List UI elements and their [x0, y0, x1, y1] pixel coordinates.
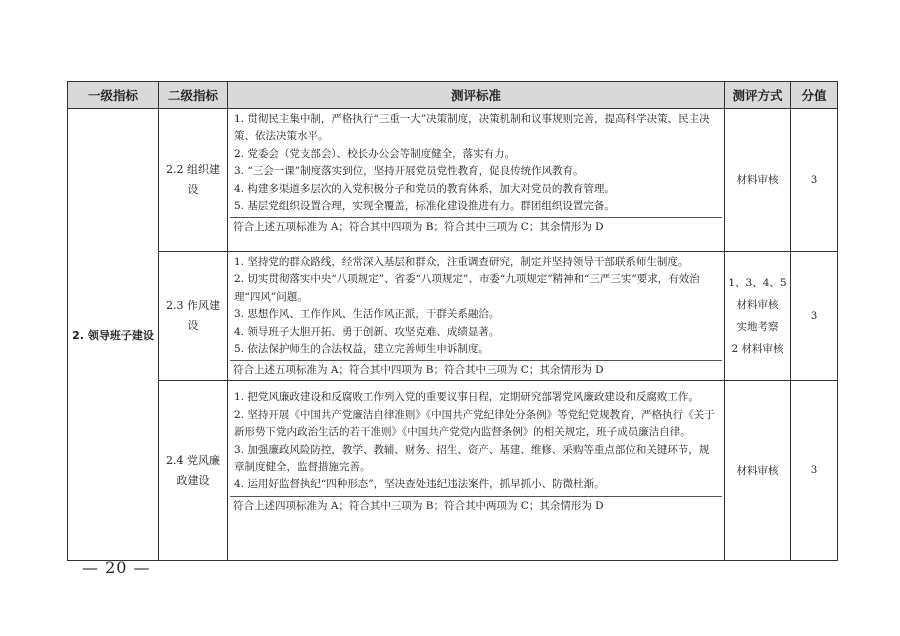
header-standard: 测评标准: [228, 82, 725, 109]
criterion-item: 3. “三会一课”制度落实到位，坚持开展党员党性教育，促良传统作风教育。: [234, 165, 584, 178]
method-line: 1、3、4、5: [728, 277, 787, 290]
standard-cell: [228, 252, 725, 381]
grading-summary: 符合上述四项标准为 A；符合其中三项为 B；符合其中两项为 C；其余情形为 D: [230, 496, 722, 516]
header-method: 测评方式: [725, 82, 791, 109]
criterion-item: 1. 把党风廉政建设和反腐败工作列入党的重要议事日程，定期研究部署党风廉政建设和反腐败工作。: [234, 391, 699, 404]
criterion-item: 2. 切实贯彻落实中央“八项规定”、省委“八项规定”、市委“九项规定”精神和“三严三实”要求，有效治理“四风”问题。: [234, 273, 700, 303]
evaluation-table: [67, 81, 838, 561]
method-line: 材料审核: [736, 464, 779, 477]
criterion-item: 4. 运用好监督执纪“四种形态”，坚决查处违纪违法案件，抓早抓小、防微杜渐。: [234, 478, 605, 491]
score-cell: 3: [791, 252, 838, 381]
grading-summary: 符合上述五项标准为 A；符合其中四项为 B；符合其中三项为 C；其余情形为 D: [230, 360, 722, 380]
method-line: 实地考察: [736, 321, 779, 334]
table-row: [68, 252, 838, 381]
method-cell: [725, 109, 791, 252]
criterion-item: 2. 坚持开展《中国共产党廉洁自律准则》《中国共产党纪律处分条例》等党纪党规教育，严格执行《关于新形势下党内政治生活的若干准则》《中国共产党党内监督条例》的相关规定，班子成员廉洁自律。: [234, 408, 715, 439]
method-cell: [725, 381, 791, 561]
criterion-item: 3. 思想作风、工作作风、生活作风正派，干群关系融洽。: [234, 308, 500, 321]
criterion-item: 1. 坚持党的群众路线，经常深入基层和群众，注重调查研究，制定并坚持领导干部联系师生制度。: [234, 256, 689, 268]
level2-indicator: 2.2 组织建设: [159, 109, 228, 252]
method-cell: [725, 252, 791, 381]
criterion-item: 5. 依法保护师生的合法权益，建立完善师生申诉制度。: [234, 343, 489, 356]
score-cell: 3: [791, 109, 838, 252]
level1-indicator: 2. 领导班子建设: [68, 109, 159, 561]
header-score: 分值: [791, 82, 838, 109]
method-line: 材料审核: [736, 174, 779, 186]
standard-cell: [228, 109, 725, 252]
table-row: [68, 381, 838, 561]
criterion-item: 4. 领导班子大胆开拓、勇于创新、攻坚克难、成绩显著。: [234, 325, 500, 338]
criterion-item: 3. 加强廉政风险防控，教学、教辅、财务、招生、资产、基建、维修、采购等重点部位和关键环节，规章制度健全，监督措施完善。: [234, 443, 710, 474]
grading-summary: 符合上述五项标准为 A；符合其中四项为 B；符合其中三项为 C；其余情形为 D: [230, 217, 722, 237]
method-line: 材料审核: [736, 299, 779, 312]
header-level1: 一级指标: [68, 82, 159, 109]
criterion-item: 5. 基层党组织设置合理，实现全覆盖，标准化建设推进有力。群团组织设置完备。: [234, 200, 615, 213]
standard-cell: [228, 381, 725, 561]
page-number: — 20 —: [82, 558, 151, 577]
criterion-item: 4. 构建多渠道多层次的入党积极分子和党员的教育体系，加大对党员的教育管理。: [234, 182, 615, 195]
criterion-item: 1. 贯彻民主集中制，严格执行“三重一大”决策制度，决策机制和议事规则完善，提高科学决策、民主决策、依法决策水平。: [234, 113, 710, 143]
header-level2: 二级指标: [159, 82, 228, 109]
criterion-item: 2. 党委会（党支部会）、校长办公会等制度健全，落实有力。: [234, 147, 516, 160]
table-header-row: [68, 82, 838, 109]
level2-indicator: 2.3 作风建设: [159, 252, 228, 381]
level2-indicator: 2.4 党风廉政建设: [159, 381, 228, 561]
table-row: [68, 109, 838, 252]
score-cell: 3: [791, 381, 838, 561]
method-line: 2 材料审核: [731, 343, 784, 356]
